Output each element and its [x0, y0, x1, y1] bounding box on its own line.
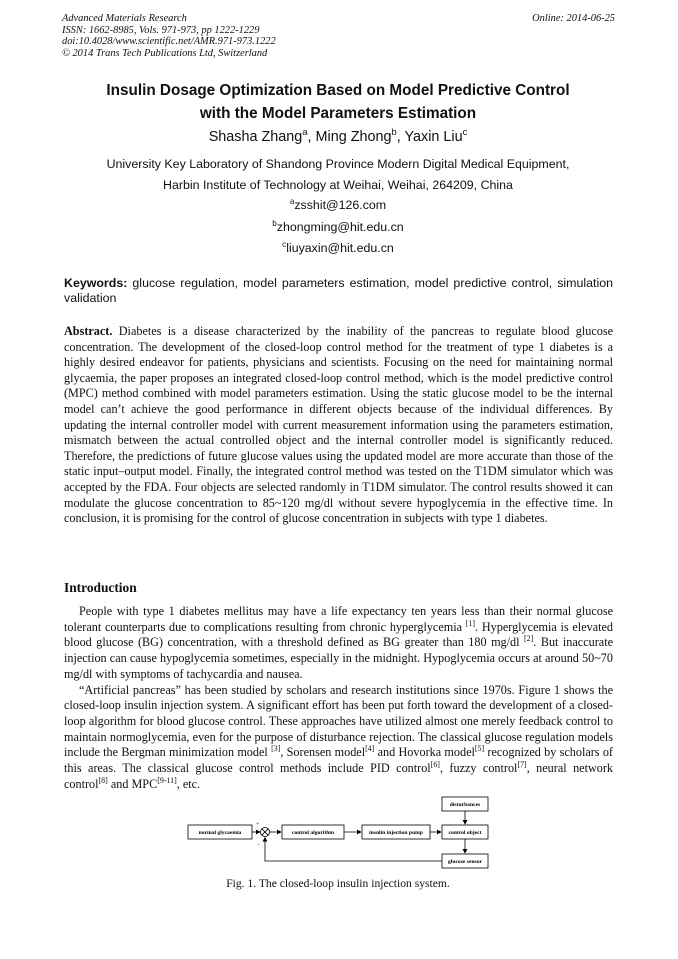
citation: [7]	[517, 759, 527, 769]
affiliation-line-1: University Key Laboratory of Shandong Province Modern Digital Medical Equipment,	[106, 157, 570, 171]
figure-caption: Fig. 1. The closed-loop insulin injection system.	[226, 877, 450, 890]
closed-loop-diagram	[180, 795, 500, 873]
email-a: $^a$zsshit@126.com	[289, 196, 387, 212]
introduction-body	[64, 604, 613, 792]
citation: [5]	[474, 744, 485, 754]
citation: [4]	[365, 744, 375, 754]
intro-paragraph-1: People with type 1 diabetes mellitus may have a life expectancy ten years less than their normal glucose tolerant counterparts due to complications resulting from chronic hyperglycemia [1]. Hyperglycemia is elevated blood glucose (BG) concentration, with a threshold defined as BG greater than 180 mg/dl [2]. But inaccurate injection can cause hypoglycemia sometimes, especially in the midnight. Hypoglycemia occurs at around 50~70 mg/dl with symptoms of tachycardia and nausea.	[64, 604, 613, 681]
citation: [9-11]	[157, 775, 177, 785]
minus-sign: −	[257, 842, 261, 848]
online-date: Online: 2014-06-25	[532, 13, 615, 24]
diagram-svg	[180, 795, 500, 873]
abstract	[64, 324, 613, 527]
author-list	[62, 129, 614, 145]
keywords	[64, 276, 613, 306]
journal-name: Advanced Materials Research	[62, 13, 187, 24]
citation: [3]	[271, 744, 281, 754]
citation: [6]	[430, 759, 440, 769]
citation: [8]	[98, 775, 108, 785]
label-normal-glycaemia: normal glycaemia	[198, 830, 242, 836]
affiliation-line-2: Harbin Institute of Technology at Weihai, Weihai, 264209, China	[163, 178, 513, 192]
journal-doi: doi:10.4028/www.scientific.net/AMR.971-973.1222	[62, 36, 276, 48]
label-control-object: control object	[448, 830, 482, 836]
email-c: $^c$liuyaxin@hit.edu.cn	[282, 239, 394, 255]
label-insulin-injection-pump: insulin injection pump	[369, 830, 423, 836]
abstract-text: Diabetes is a disease characterized by the inability of the pancreas to regulate blood glucose concentration. The development of the closed-loop control method for the treatment of type 1 diabetes is a highly desired endeavor for patients, physicians and scientists. Focusing on the need for maintaining normal glycaemia, the paper proposes an integrated closed-loop control method, which is the model predictive control (MPC) method combined with model parameters estimation. Using the static glucose model to be the internal model can’t achieve the good performance in different objects because of the individual differences. By updating the internal controller model with current measurement information using the parameters estimation, mismatch between the actual controlled object and the internal controller model is significantly reduced. Therefore, the predictions of future glucose values using the updated model are more accurate than those of the static input–output model. Finally, the integrated control method was tested on the T1DM simulator which was accepted by the FDA. Four objects are selected randomly in T1DM simulator. The control results showed it can modulate the glucose concentration to 85~120 mg/dl without severe hypoglycemia in the effective time. In conclusion, it is promising for the control of glucose concentration in subjects with type 1 diabetes.	[64, 324, 613, 526]
author-2: Ming Zhong$^b$,	[315, 127, 405, 145]
label-disturbances: disturbances	[449, 802, 481, 808]
keywords-text: glucose regulation, model parameters estimation, model predictive control, simulation validation	[64, 276, 613, 305]
plus-sign: +	[256, 822, 260, 828]
paper-title-line-2: with the Model Parameters Estimation	[199, 105, 477, 122]
paper-title-line-1: Insulin Dosage Optimization Based on Model Predictive Control	[106, 82, 570, 99]
citation: [2]	[524, 634, 534, 644]
label-control-algorithm: control algorithm	[292, 830, 334, 836]
journal-issn: ISSN: 1662-8985, Vols. 971-973, pp 1222-1229	[62, 24, 260, 36]
journal-header	[62, 13, 276, 59]
citation: [1]	[465, 618, 476, 628]
email-b: $^b$zhongming@hit.edu.cn	[272, 218, 404, 234]
author-3: Yaxin Liu$^c$	[404, 127, 468, 145]
keywords-label: Keywords:	[64, 276, 128, 290]
author-1: Shasha Zhang$^a$,	[208, 127, 316, 145]
journal-copyright: © 2014 Trans Tech Publications Ltd, Switzerland	[62, 47, 268, 59]
label-glucose-sensor: glucose sensor	[447, 859, 483, 865]
section-heading-introduction: Introduction	[64, 580, 137, 595]
abstract-label: Abstract.	[64, 324, 113, 338]
intro-paragraph-2: “Artificial pancreas” has been studied by scholars and research institutions since 1970s. Figure 1 shows the closed-loop insulin injection system. A significant effort has been put forth toward the development of a closed-loop algorithm for blood glucose control. These approaches have utilized almost one merely feedback control to maintain normoglycemia, even for the purpose of disturbance rejection. The classical glucose regulation models include the Bergman minimization model [3], Sorensen model[4] and Hovorka model[5] recognized by scholars of this areas. The classical glucose control methods include PID control[6], fuzzy control[7], neural network control[8] and MPC[9-11], etc.	[64, 682, 614, 791]
